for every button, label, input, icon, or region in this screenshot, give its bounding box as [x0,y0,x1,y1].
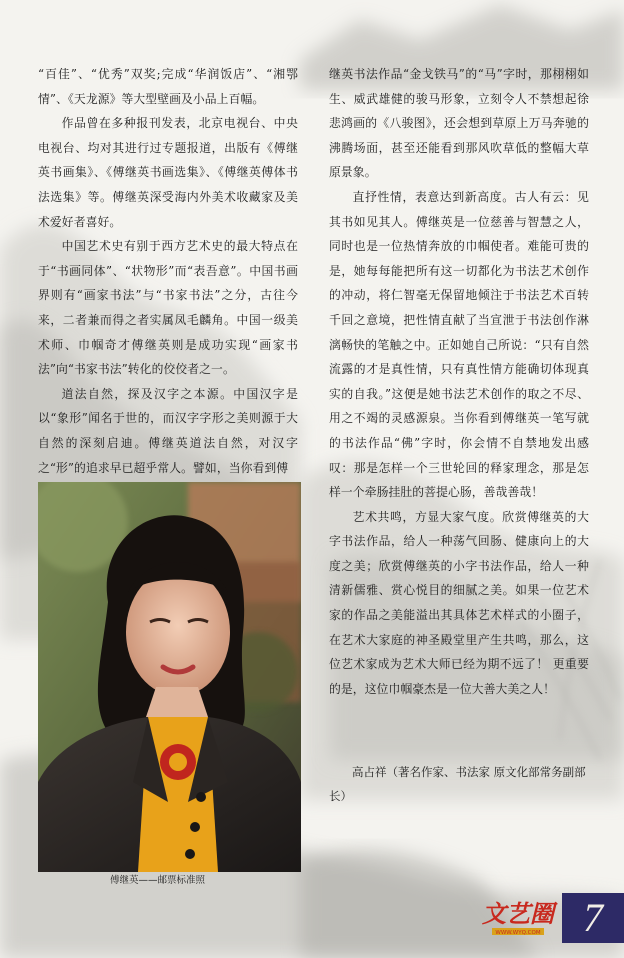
page-number-box [562,893,624,943]
svg-text:WWW.WYQ.COM: WWW.WYQ.COM [495,930,541,936]
article-right-column [329,62,589,701]
article-paragraph: 中国艺术史有别于西方艺术史的最大特点在于“书画同体”、“状物形”而“表吾意”。中国书画界则有“画家书法”与“书家书法”之分，古往今来，二者兼而得之者实属凤毛麟角。中国一级美术师、巾帼奇才傅继英则是成功实现“画家书法”向“书家书法”转化的佼佼者之一。 [38,239,298,377]
article-paragraph: 继英书法作品“金戈铁马”的“马”字时，那栩栩如生、威武雄健的骏马形象，立刻令人不禁想起徐悲鸿画的《八骏图》，还会想到草原上万马奔驰的沸腾场面，甚至还能看到那风吹草低的整幅大草原景象。 [329,67,589,180]
portrait-illustration [38,482,301,872]
article-paragraph: 道法自然，探及汉字之本源。中国汉字是以“象形”闻名于世的，而汉字字形之美则源于大自然的深刻启迪。傅继英道法自然，对汉字之“形”的追求早已超乎常人。譬如，当你看到傅 [38,386,298,475]
svg-text:文艺圈: 文艺圈 [482,899,554,928]
article-paragraph: “百佳”、“优秀”双奖;完成“华润饭店”、“湘鄂情”、《天龙源》等大型壁画及小品上百幅。 [38,67,298,106]
photo-caption: 傅继英——邮票标准照 [110,875,206,886]
article-paragraph: 作品曾在多种报刊发表，北京电视台、中央电视台、均对其进行过专题报道，出版有《傅继英书画集》、《傅继英书画选集》、《傅继英傅体书法选集》等。傅继英深受海内外美术收藏家及美术爱好者喜好。 [38,116,298,229]
magazine-logo [478,894,558,938]
article-left-column [38,62,298,480]
author-signature: 高占祥（著名作家、书法家 原文化部常务副部长） [329,765,586,803]
logo-mark-icon [478,894,558,938]
article-paragraph: 直抒性情，表意达到新高度。古人有云：见其书如见其人。傅继英是一位慈善与智慧之人，同时也是一位热情奔放的巾帼使者。难能可贵的是，她每每能把所有这一切都化为书法艺术创作的冲动，将仁智毫无保留地倾注于书法艺术百转千回之意境，把性情直献了当宣泄于书法创作淋漓畅快的笔触之中。正如她自己所说：“只有自然流露的才是真性情，只有真性情方能确切体现真实的自我。”这便是她书法艺术创作的取之不尽、用之不竭的灵感源泉。当你看到傅继英一笔写就的书法作品“佛”字时，你会情不自禁地发出感叹：那是怎样一个三世轮回的释家理念，那是怎样一个牵肠挂肚的菩提心肠，善哉善哉！ [329,189,589,500]
portrait-photo [38,482,301,872]
article-paragraph: 艺术共鸣，方显大家气度。欣赏傅继英的大字书法作品，给人一种荡气回肠、健康向上的大度之美；欣赏傅继英的小字书法作品，给人一种清新儒雅、赏心悦目的细腻之美。如果一位艺术家的作品之美能溢出其具体艺术样式的小圈子，在艺术大家庭的神圣殿堂里产生共鸣，那么，这位艺术家成为艺术大师已经为期不远了！ 更重要的是，这位巾帼豪杰是一位大善大美之人！ [329,509,589,696]
page-number: 7 [583,895,603,940]
